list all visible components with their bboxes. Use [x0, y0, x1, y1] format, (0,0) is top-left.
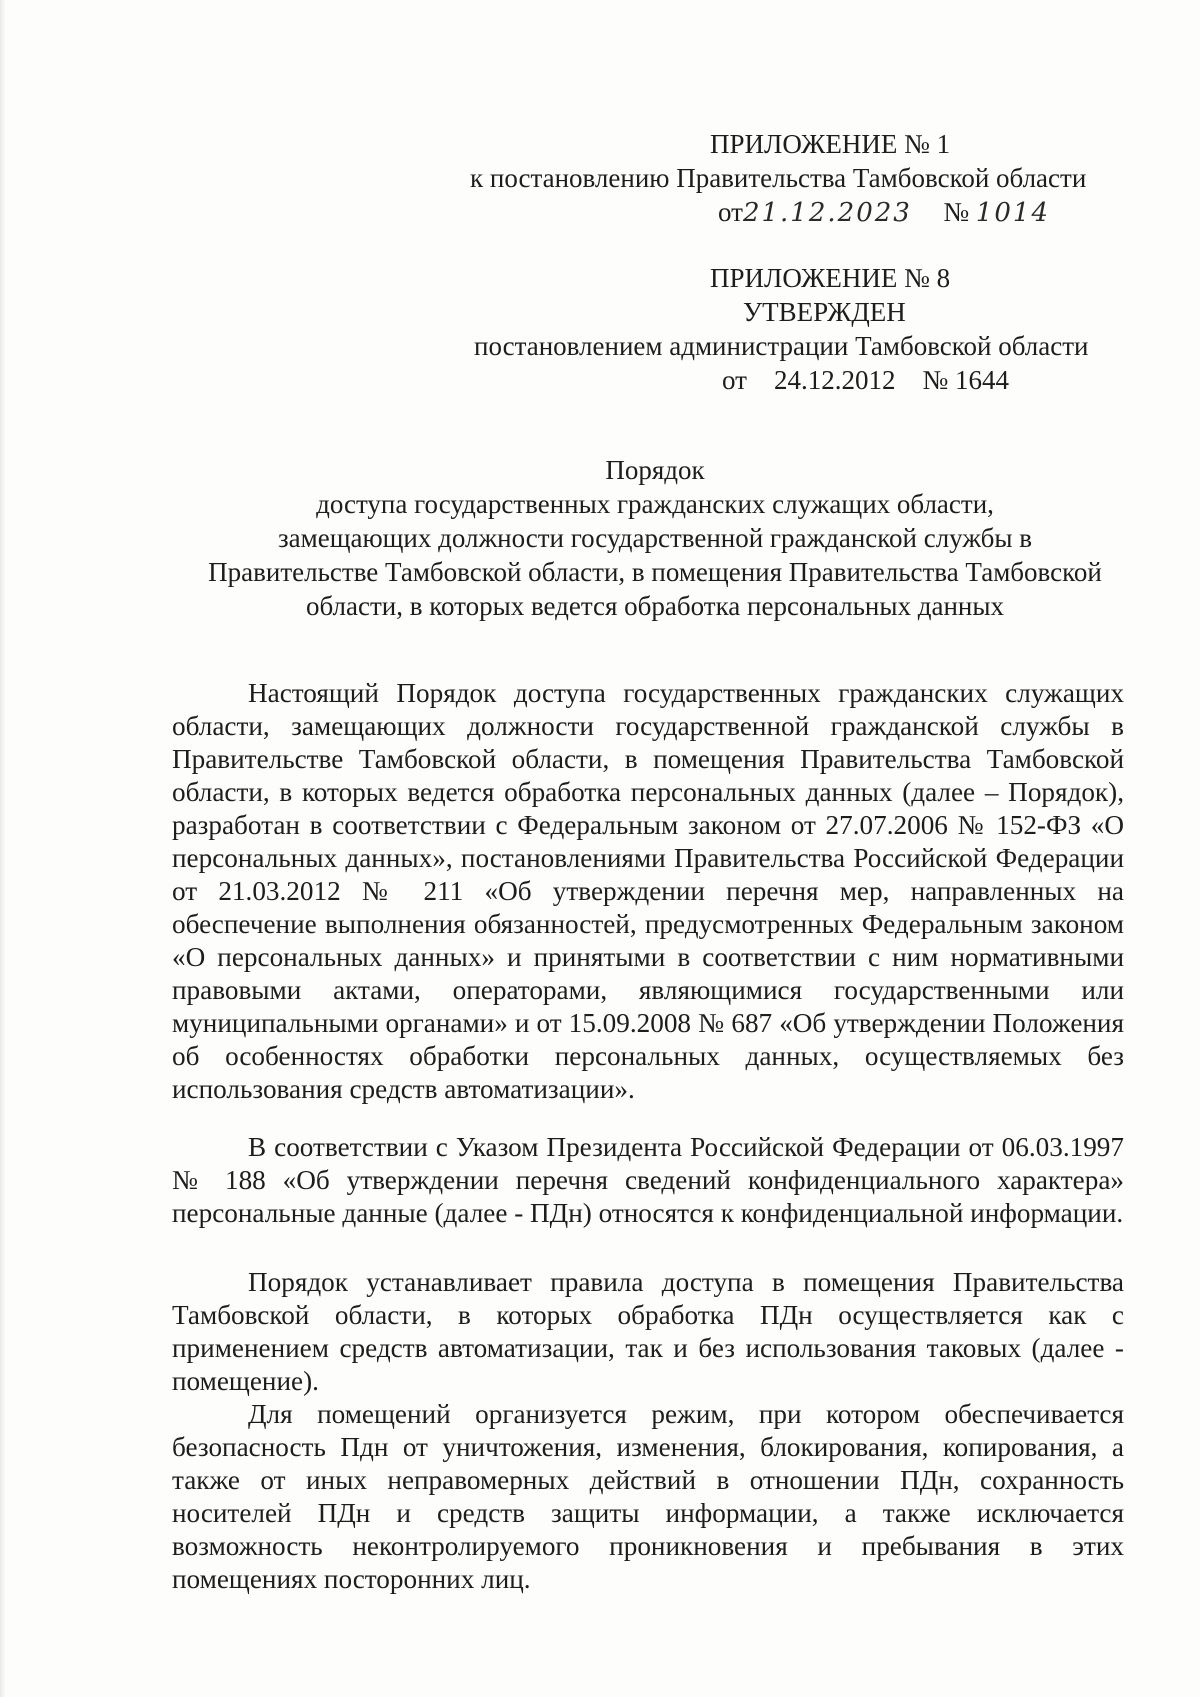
- appendix1-number-prefix: №: [943, 197, 970, 227]
- appendix1-date-prefix: от: [718, 197, 743, 227]
- body-paragraph-4: Для помещений организуется режим, при котором обеспечивается безопасность Пдн от уничтожения, изменения, блокирования, копирования, а также от иных неправомерных действий в отношении ПДн, сохранность носителей ПДн и средств защиты информации, а также исключается возможность неконтролируемого проникновения и пребывания в этих помещениях посторонних лиц.: [172, 1399, 1124, 1594]
- appendix8-resolution: постановлением администрации Тамбовской области: [474, 331, 1089, 361]
- appendix1-number-handwritten: 1014: [975, 198, 1051, 228]
- appendix1-date-line: [718, 196, 1050, 229]
- appendix1-title: ПРИЛОЖЕНИЕ № 1: [710, 129, 951, 159]
- appendix1-date-handwritten: 21.12.2023: [742, 198, 912, 228]
- body-paragraph-3: Порядок устанавливает правила доступа в помещения Правительства Тамбовской области, в которых обработка ПДн осуществляется как с применением средств автоматизации, так и без использования таковых (далее - помещение).: [172, 1267, 1124, 1396]
- title-line-3: замещающих должности государственной гражданской службы в: [277, 523, 1033, 553]
- appendix1-resolution: к постановлению Правительства Тамбовской области: [470, 163, 1087, 193]
- body-paragraph-1: Настоящий Порядок доступа государственных гражданских служащих области, замещающих должности государственной гражданской службы в Правительстве Тамбовской области, в помещения Правительства Тамбовской области, в которых ведется обработка персональных данных (далее – Порядок), разработан в соответствии с Федеральным законом от 27.07.2006 № 152-ФЗ «О персональных данных», постановлениями Правительства Российской Федерации от 21.03.2012 № 211 «Об утверждении перечня мер, направленных на обеспечение выполнения обязанностей, предусмотренных Федеральным законом «О персональных данных» и принятыми в соответствии с ним нормативными правовыми актами, операторами, являющимися государственными или муниципальными органами» и от 15.09.2008 № 687 «Об утверждении Положения об особенностях обработки персональных данных, осуществляемых без использования средств автоматизации».: [172, 678, 1124, 1104]
- title-line-2: доступа государственных гражданских служащих области,: [316, 489, 994, 519]
- title-line-1: Порядок: [605, 455, 705, 485]
- appendix8-date-line: от 24.12.2012 № 1644: [722, 365, 1009, 395]
- body-paragraph-2: В соответствии с Указом Президента Российской Федерации от 06.03.1997 № 188 «Об утверждении перечня сведений конфиденциального характера» персональные данные (далее - ПДн) относятся к конфиденциальной информации.: [172, 1132, 1124, 1228]
- appendix8-title: ПРИЛОЖЕНИЕ № 8: [710, 263, 951, 293]
- title-line-4: Правительстве Тамбовской области, в помещения Правительства Тамбовской: [208, 557, 1102, 587]
- approved-label: УТВЕРЖДЕН: [743, 297, 906, 327]
- title-line-5: области, в которых ведется обработка персональных данных: [305, 591, 1005, 621]
